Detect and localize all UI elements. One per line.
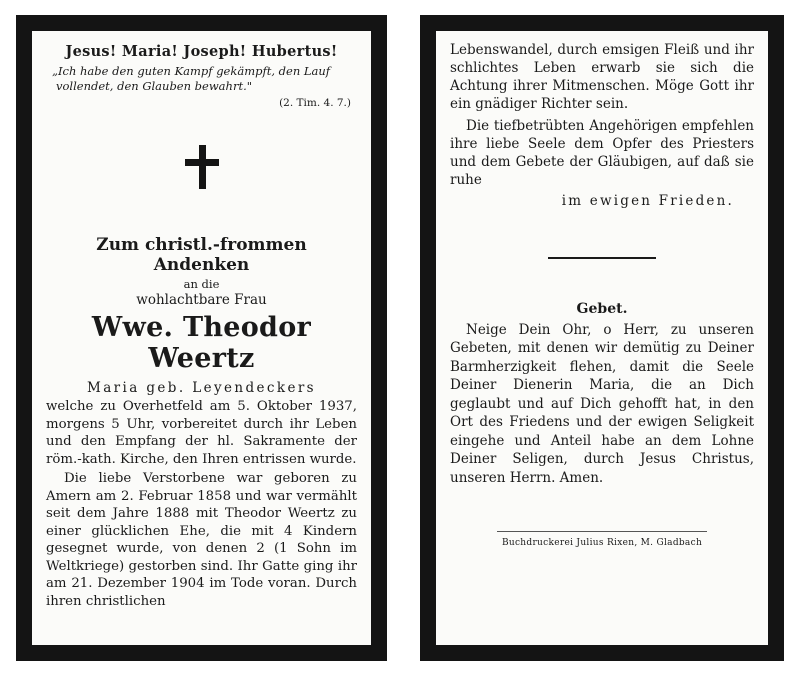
eternal-peace-line: im ewigen Frieden. bbox=[561, 193, 734, 209]
bible-quote: „Ich habe den guten Kampf gekämpft, den Lauf vollendet, den Glauben bewahrt." bbox=[52, 64, 331, 93]
biography-paragraph-1: welche zu Overhetfeld am 5. Oktober 1937, morgens 5 Uhr, vorbereitet durch ihr Leben und den Empfang der hl. Sakramente der röm.-kath. Kirche, den Ihren entrissen wurde. bbox=[46, 399, 357, 467]
printer-divider bbox=[497, 531, 707, 532]
family-request-paragraph: Die tiefbetrübten Angehörigen empfehlen ihre liebe Seele dem Opfer des Priesters und dem Gebete der Gläubigen, auf daß sie ruhe bbox=[450, 118, 754, 188]
bible-quote-reference: (2. Tim. 4. 7.) bbox=[279, 97, 351, 109]
right-card bbox=[420, 15, 784, 661]
an-die-text: an die bbox=[183, 277, 220, 291]
maiden-name: Maria geb. Leyendeckers bbox=[86, 380, 317, 396]
printer-imprint: Buchdruckerei Julius Rixen, M. Gladbach bbox=[501, 538, 703, 548]
invocation-header: Jesus! Maria! Joseph! Hubertus! bbox=[65, 43, 338, 60]
prayer-text: Neige Dein Ohr, o Herr, zu unseren Gebeten, mit denen wir demütig zu Deiner Barmherzigkeit flehen, damit die Seele Deiner Dienerin Maria, die an Dich geglaubt und auf Dich gehofft hat, in den Ort des Friedens und der ewigen Seligkeit eingehe und Anteil habe an dem Lohne Deiner Seligen, durch Jesus Christus, unseren Herrn. Amen. bbox=[450, 321, 754, 486]
right-card-inner bbox=[436, 31, 768, 645]
left-card-inner bbox=[32, 31, 371, 645]
section-divider bbox=[548, 257, 656, 259]
latin-cross-icon bbox=[185, 145, 219, 189]
honorific-text: wohlachtbare Frau bbox=[136, 292, 267, 308]
biography-continuation: Lebenswandel, durch emsigen Fleiß und ihr schlichtes Leben erwarb sie sich die Achtung ihrer Mitmenschen. Möge Gott ihr ein gnädiger Richter sein. bbox=[450, 42, 754, 112]
deceased-name: Wwe. Theodor Weertz bbox=[91, 312, 312, 374]
biography-paragraph-2: Die liebe Verstorbene war geboren zu Amern am 2. Februar 1858 und war vermählt seit dem Jahre 1888 mit Theodor Weertz zu einer glücklichen Ehe, die mit 4 Kindern gesegnet wurde, von denen 2 (1 Sohn im Weltkriege) gestorben sind. Ihr Gatte ging ihr am 21. Dezember 1904 im Tode voran. Durch ihren christlichen bbox=[46, 471, 357, 609]
dedication-heading: Zum christl.-frommen Andenken bbox=[96, 235, 307, 275]
left-card bbox=[16, 15, 387, 661]
prayer-title: Gebet. bbox=[576, 300, 628, 317]
